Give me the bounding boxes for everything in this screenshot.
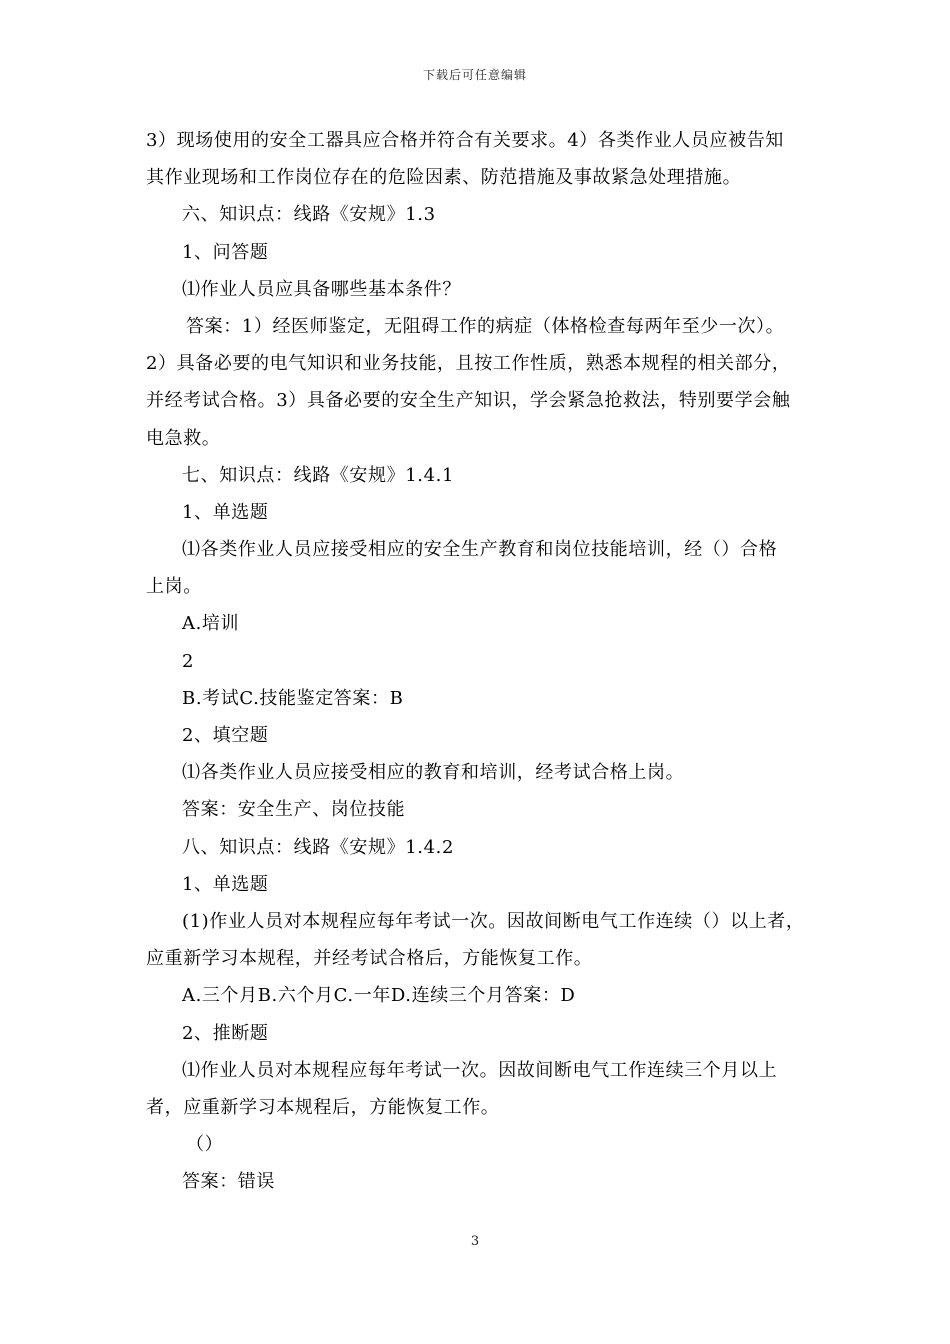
text-line: 答案：1）经医师鉴定，无阻碍工作的病症（体格检查每两年至少一次）。 (186, 315, 785, 337)
text-line: ⑴各类作业人员应接受相应的安全生产教育和岗位技能培训，经（）合格 (182, 539, 778, 561)
text-line: 应重新学习本规程，并经考试合格后，方能恢复工作。 (146, 948, 593, 970)
text-line: 上岗。 (146, 576, 202, 598)
text-line: 1、问答题 (182, 241, 269, 263)
text-line: A.培训 (182, 613, 240, 635)
page-number: 3 (470, 1234, 480, 1249)
text-line: （） (186, 1134, 224, 1156)
text-line: 2、推断题 (182, 1022, 269, 1044)
text-line: ⑴作业人员对本规程应每年考试一次。因故间断电气工作连续三个月以上 (182, 1059, 778, 1081)
text-line: 七、知识点：线路《安规》1.4.1 (182, 464, 454, 486)
text-line: 其作业现场和工作岗位存在的危险因素、防范措施及事故紧急处理措施。 (146, 167, 742, 189)
text-line: 2）具备必要的电气知识和业务技能，且按工作性质，熟悉本规程的相关部分， (146, 353, 791, 375)
text-line: 六、知识点：线路《安规》1.3 (182, 204, 436, 226)
text-line: A.三个月B.六个月C.一年D.连续三个月答案：D (182, 985, 576, 1007)
text-line: (1)作业人员对本规程应每年考试一次。因故间断电气工作连续（）以上者， (182, 910, 805, 932)
text-line: ⑴作业人员应具备哪些基本条件？ (182, 278, 461, 300)
text-line: B.考试C.技能鉴定答案：B (182, 687, 404, 709)
text-line: ⑴各类作业人员应接受相应的教育和培训，经考试合格上岗。 (182, 762, 685, 784)
text-line: 2 (182, 650, 195, 672)
text-line: 并经考试合格。3）具备必要的安全生产知识，学会紧急抢救法，特别要学会触 (146, 390, 791, 412)
text-line: 电急救。 (146, 427, 221, 449)
text-line: 八、知识点：线路《安规》1.4.2 (182, 836, 454, 858)
text-line: 者，应重新学习本规程后，方能恢复工作。 (146, 1096, 500, 1118)
page-header: 下载后可任意编辑 (422, 68, 527, 82)
text-line: 1、单选题 (182, 873, 269, 895)
text-line: 答案：错误 (182, 1171, 275, 1193)
text-line: 2、填空题 (182, 725, 269, 746)
document-body (146, 122, 816, 1200)
text-line: 3）现场使用的安全工器具应合格并符合有关要求。4）各类作业人员应被告知 (146, 130, 784, 151)
text-line: 答案：安全生产、岗位技能 (182, 799, 406, 821)
text-line: 1、单选题 (182, 501, 269, 523)
